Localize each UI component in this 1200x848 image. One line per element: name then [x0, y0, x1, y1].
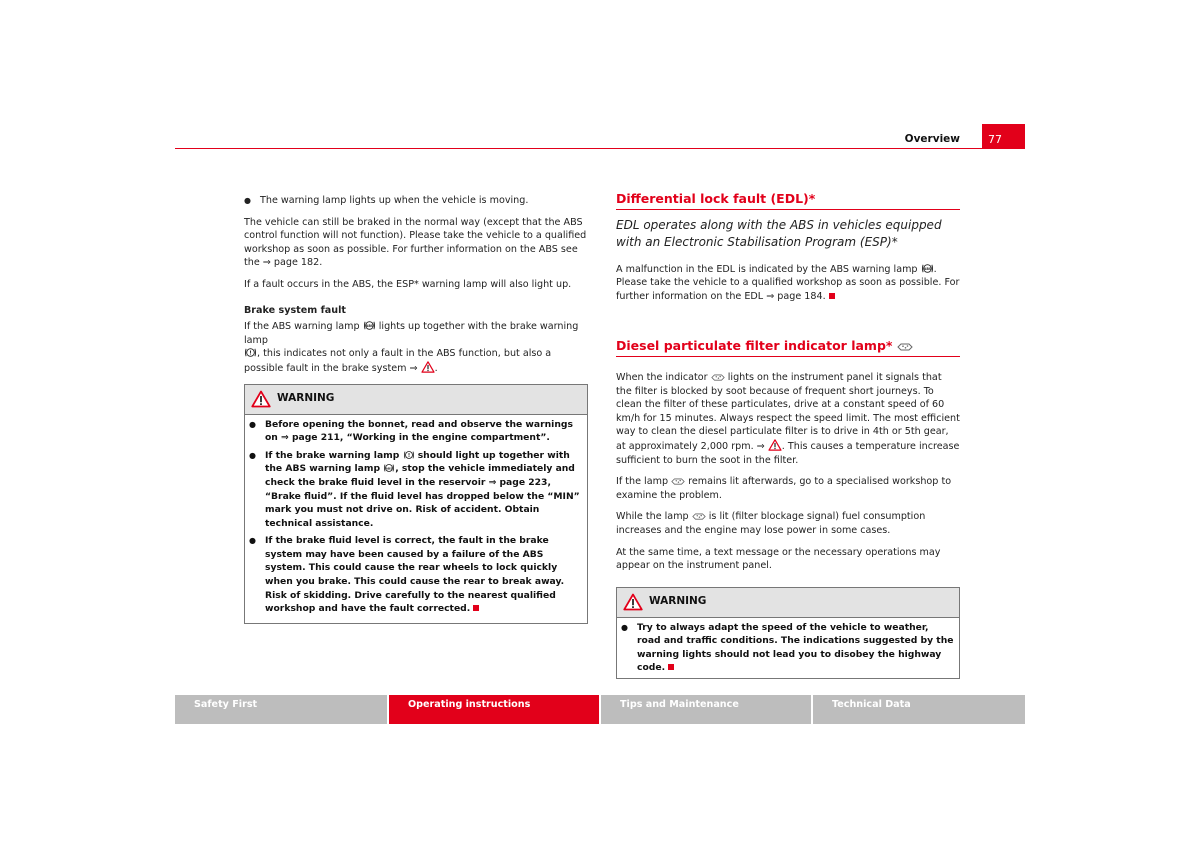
- end-of-section-mark: [668, 664, 674, 670]
- left-column: [244, 194, 588, 624]
- warning-body: [245, 415, 587, 623]
- edl-paragraph: [616, 263, 960, 304]
- dpf-p3-a: While the lamp: [616, 511, 689, 523]
- warning-b2-b: should light up together with the ABS warning lamp: [265, 449, 570, 475]
- dpf-p1-b: lights on the instrument panel it signals that the filter is blocked by soot because of frequent short journeys. To clean the filter of these particulates, drive at a constant speed of 60 km/h for 15 minutes. Always respect the speed limit. The most efficient way to clean the diesel particulate filter is to drive in 4th or 5th gear, at approximately 2,000 rpm. ⇒: [616, 371, 960, 452]
- dpf-p2-b: remains lit afterwards, go to a specialised workshop to examine the problem.: [616, 476, 952, 501]
- warning-b2-a: If the brake warning lamp: [265, 449, 400, 461]
- warning-bullet-speed: [621, 621, 955, 675]
- dpf-paragraph-3: [616, 510, 960, 537]
- brake-warning-box: [244, 384, 588, 624]
- particulate-filter-lamp-icon: [692, 512, 706, 521]
- warning-header: [245, 385, 587, 415]
- dpf-p2-a: If the lamp: [616, 476, 669, 488]
- edl-text-b: . Please take the vehicle to a qualified workshop as soon as possible. For further information on the EDL ⇒ page 184.: [616, 263, 960, 302]
- warning-triangle-icon[interactable]: [768, 439, 782, 451]
- edl-text-a: A malfunction in the EDL is indicated by the ABS warning lamp: [616, 263, 918, 275]
- page-number: 77: [982, 124, 1025, 149]
- footer-tab-technical-data[interactable]: Technical Data: [813, 695, 1025, 724]
- right-column: [616, 192, 960, 679]
- warning-label: WARNING: [277, 392, 335, 405]
- brake-text-d: .: [434, 362, 438, 374]
- dpf-title-text: Diesel particulate filter indicator lamp*: [616, 338, 893, 354]
- dpf-p1-c: . This causes a temperature increase sufficient to burn the soot in the filter.: [616, 440, 960, 466]
- footer-tab-operating-instructions[interactable]: Operating instructions: [389, 695, 599, 724]
- edl-intro: EDL operates along with the ABS in vehicles equipped with an Electronic Stabilisation Program (ESP)*: [616, 217, 942, 249]
- warning-bullet-brake-lamp: [249, 449, 583, 531]
- warning-bullet-fluid-level: [249, 534, 583, 616]
- dpf-paragraph-4: At the same time, a text message or the necessary operations may appear on the instrument panel.: [616, 546, 941, 572]
- warning-triangle-icon[interactable]: [421, 361, 435, 373]
- brake-warning-lamp-icon: [244, 347, 257, 358]
- brake-fault-heading: Brake system fault: [244, 304, 346, 316]
- dpf-p1-a: When the indicator: [616, 371, 708, 383]
- warning-b3: If the brake fluid level is correct, the fault in the brake system may have been caused by a failure of the ABS system. This could cause the rear wheels to lock quickly when you brake. This could cause the rear to break away. Risk of skidding. Drive carefully to the nearest qualified workshop and have the fault corrected.: [265, 535, 565, 615]
- warning-triangle-icon: [623, 593, 643, 611]
- warning-speed-text: Try to always adapt the speed of the vehicle to weather, road and traffic conditions. The indications suggested by the warning lights should not lead you to disobey the highway code.: [637, 621, 954, 674]
- brake-text-a: If the ABS warning lamp: [244, 321, 360, 333]
- header-rule: [175, 148, 1025, 149]
- particulate-filter-lamp-icon: [671, 477, 685, 486]
- footer-nav: [175, 695, 1025, 724]
- footer-tab-tips-and-maintenance[interactable]: Tips and Maintenance: [601, 695, 811, 724]
- particulate-filter-lamp-icon: [897, 342, 913, 352]
- warning-b2-c: , stop the vehicle immediately and check the brake fluid level in the reservoir ⇒ page 223, “Brake fluid”. If the fluid level has dropped below the “MIN” mark you must not drive on. Risk of accident. Obtain technical assistance.: [265, 463, 580, 529]
- abs-warning-lamp-icon: [383, 463, 395, 473]
- brake-warning-lamp-icon: [403, 450, 415, 460]
- brake-text-c: , this indicates not only a fault in the ABS function, but also a possible fault in the brake system ⇒: [244, 348, 552, 374]
- edl-section-title: Differential lock fault (EDL)*: [616, 192, 960, 210]
- brake-text-b: lights up together with the brake warning lamp: [244, 321, 579, 346]
- particulate-filter-lamp-icon: [711, 373, 725, 382]
- page-section-title: Overview: [904, 133, 960, 145]
- abs-warning-lamp-icon: [921, 263, 934, 274]
- warning-bullet-bonnet: ● Before opening the bonnet, read and observe the warnings on ⇒ page 211, “Working in the engine compartment”.: [249, 418, 583, 445]
- footer-tab-safety-first[interactable]: Safety First: [175, 695, 387, 724]
- warning-triangle-icon: [251, 390, 271, 408]
- abs-fault-text: The vehicle can still be braked in the normal way (except that the ABS control function will not function). Please take the vehicle to a qualified workshop as soon as possible. For further information on the ABS see the: [244, 216, 587, 269]
- dpf-section-title: [616, 339, 960, 357]
- warning-header: [617, 588, 959, 618]
- bullet-warning-lamp-moving: ● The warning lamp lights up when the vehicle is moving.: [244, 194, 588, 208]
- abs-page-link[interactable]: ⇒ page 182.: [262, 257, 323, 269]
- dpf-paragraph-2: [616, 475, 960, 502]
- warning-body: [617, 618, 959, 678]
- warning-label: WARNING: [649, 595, 707, 608]
- end-of-section-mark: [829, 293, 835, 299]
- esp-paragraph: If a fault occurs in the ABS, the ESP* warning lamp will also light up.: [244, 278, 572, 290]
- dpf-paragraph-1: [616, 371, 960, 467]
- end-of-section-mark: [473, 605, 479, 611]
- abs-fault-paragraph: [244, 216, 588, 270]
- dpf-warning-box: [616, 587, 960, 679]
- dpf-p3-b: is lit (filter blockage signal) fuel consumption increases and the engine may lose power in some cases.: [616, 511, 926, 536]
- abs-warning-lamp-icon: [363, 320, 376, 331]
- brake-fault-paragraph: [244, 320, 588, 375]
